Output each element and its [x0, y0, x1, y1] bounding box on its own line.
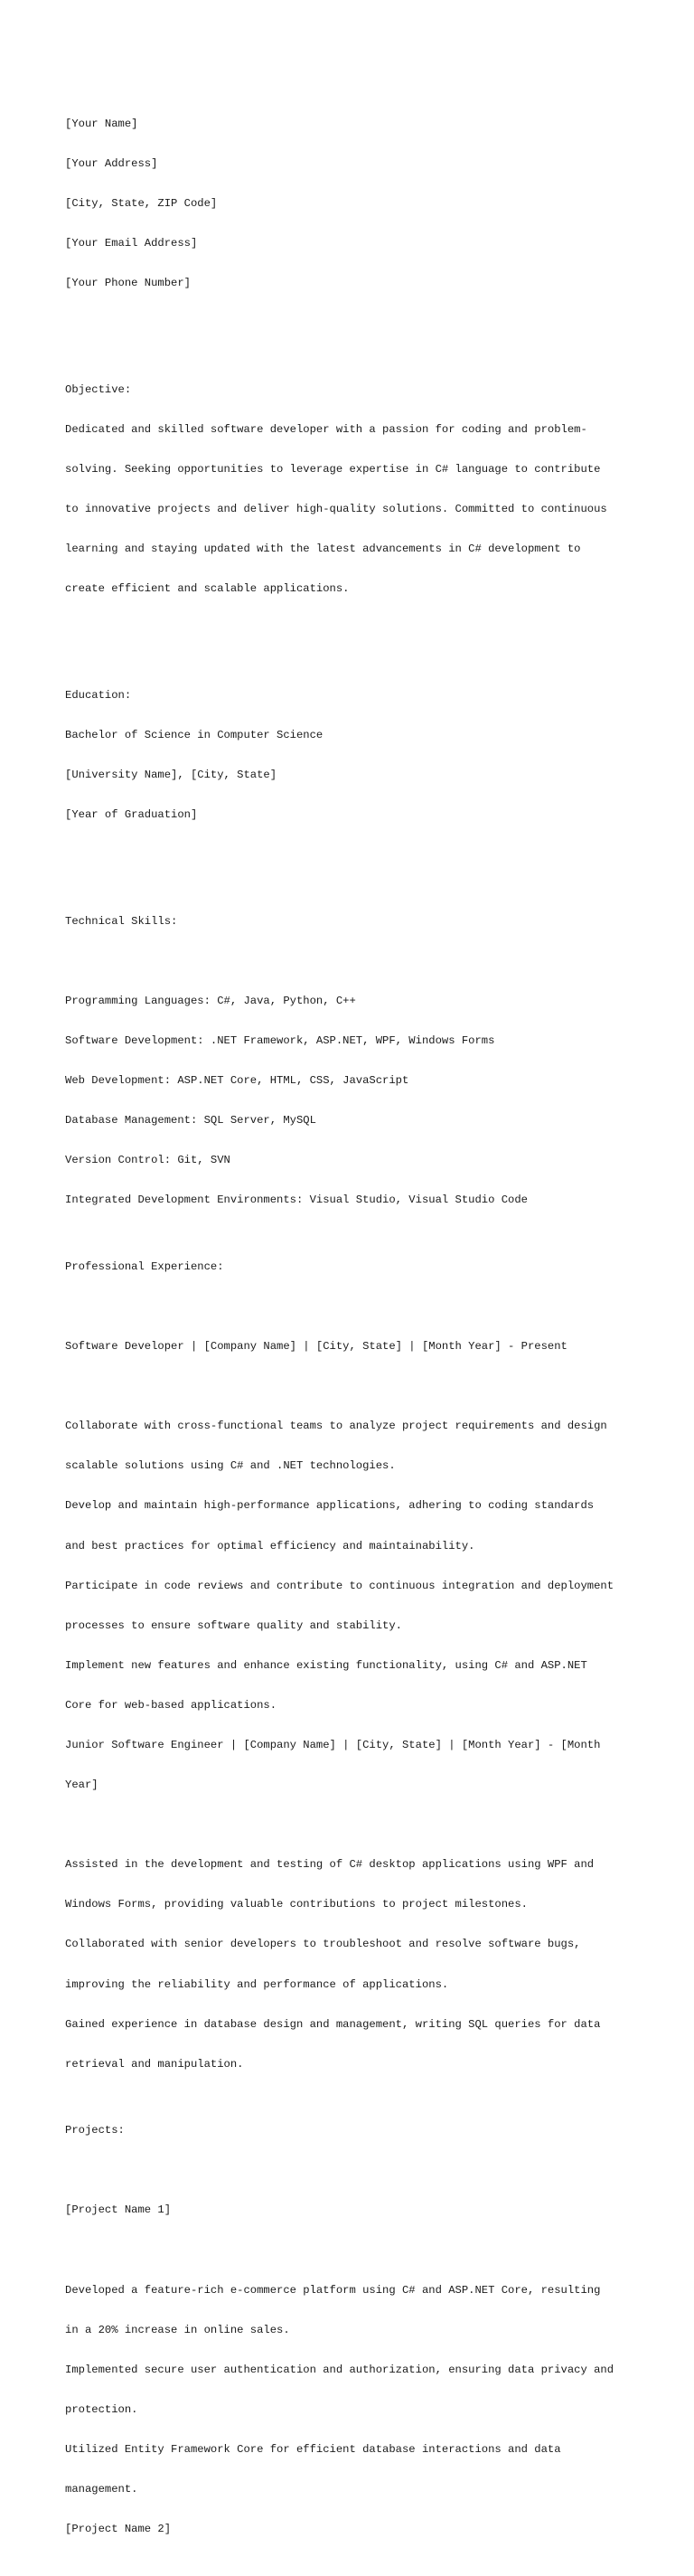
job-detail-line: Develop and maintain high-performance applications, adhering to coding standards [65, 1499, 595, 1513]
skill-item: Programming Languages: C#, Java, Python, C++ [65, 994, 356, 1007]
objective-line: learning and staying updated with the latest advancements in C# development to [65, 543, 581, 556]
education-degree: Bachelor of Science in Computer Science [65, 728, 324, 741]
job-detail-line: Participate in code reviews and contribute to continuous integration and deployment [65, 1579, 614, 1592]
job-detail-line: Collaborated with senior developers to troubleshoot and resolve software bugs, [65, 1938, 581, 1951]
job-detail-line: Core for web-based applications. [65, 1698, 277, 1712]
job-detail-line: scalable solutions using C# and .NET technologies. [65, 1459, 396, 1473]
project-detail-line: protection. [65, 2402, 138, 2416]
contact-email: [Your Email Address] [65, 237, 198, 250]
project-detail-line: in a 20% increase in online sales. [65, 2323, 290, 2336]
skill-item: Web Development: ASP.NET Core, HTML, CSS, JavaScript [65, 1074, 409, 1088]
spacer [65, 622, 643, 636]
spacer [65, 848, 643, 862]
project-detail-line: management. [65, 2483, 138, 2496]
job-detail-line: processes to ensure software quality and stability. [65, 1618, 402, 1632]
spacer [65, 316, 643, 330]
job-detail-line: retrieval and manipulation. [65, 2057, 244, 2071]
job-title: Junior Software Engineer | [Company Name] | [City, State] | [Month Year] - [Month [65, 1739, 601, 1751]
job-title: Software Developer | [Company Name] | [City, State] | [Month Year] - Present [65, 1340, 567, 1354]
experience-heading: Professional Experience: [65, 1260, 224, 1273]
education-heading: Education: [65, 688, 132, 702]
projects-heading: Projects: [65, 2124, 125, 2137]
job-detail-line: Implement new features and enhance existing functionality, using C# and ASP.NET [65, 1658, 587, 1672]
skill-item: Software Development: .NET Framework, ASP.NET, WPF, Windows Forms [65, 1034, 495, 1047]
contact-name: [Your Name] [65, 117, 138, 130]
objective-heading: Objective: [65, 382, 132, 396]
resume-text [65, 64, 643, 2576]
job-detail-line: Windows Forms, providing valuable contributions to project milestones. [65, 1898, 528, 1911]
spacer [65, 1380, 643, 1393]
spacer [65, 1300, 643, 1314]
objective-line: create efficient and scalable applications. [65, 582, 350, 596]
job-detail-line: Gained experience in database design and management, writing SQL queries for data [65, 2017, 601, 2031]
spacer [65, 2244, 643, 2258]
project-detail-line: Implemented secure user authentication and authorization, ensuring data privacy and [65, 2363, 614, 2376]
project-name: [Project Name 2] [65, 2523, 172, 2536]
objective-line: Dedicated and skilled software developer with a passion for coding and problem- [65, 422, 587, 436]
job-detail-line: Collaborate with cross-functional teams to analyze project requirements and design [65, 1420, 607, 1433]
skills-heading: Technical Skills: [65, 914, 178, 928]
contact-phone: [Your Phone Number] [65, 277, 191, 290]
skill-item: Database Management: SQL Server, MySQL [65, 1114, 316, 1128]
spacer [65, 955, 643, 968]
job-detail-line: improving the reliability and performance of applications. [65, 1977, 449, 1991]
spacer [65, 1818, 643, 1832]
contact-address: [Your Address] [65, 156, 158, 170]
skill-item: Version Control: Git, SVN [65, 1154, 230, 1167]
education-university: [University Name], [City, State] [65, 769, 277, 782]
project-detail-line: Developed a feature-rich e-commerce platform using C# and ASP.NET Core, resulting [65, 2283, 601, 2297]
spacer [65, 2164, 643, 2177]
objective-line: solving. Seeking opportunities to leverage expertise in C# language to contribute [65, 462, 601, 476]
project-name: [Project Name 1] [65, 2203, 172, 2217]
education-year: [Year of Graduation] [65, 808, 198, 822]
skill-item: Integrated Development Environments: Visual Studio, Visual Studio Code [65, 1194, 528, 1207]
job-title: Year] [65, 1779, 98, 1792]
job-detail-line: and best practices for optimal efficiency and maintainability. [65, 1539, 475, 1552]
job-detail-line: Assisted in the development and testing of C# desktop applications using WPF and [65, 1858, 595, 1872]
contact-city-state-zip: [City, State, ZIP Code] [65, 197, 218, 210]
objective-line: to innovative projects and deliver high-quality solutions. Committed to continuous [65, 503, 607, 516]
project-detail-line: Utilized Entity Framework Core for efficient database interactions and data [65, 2443, 561, 2456]
